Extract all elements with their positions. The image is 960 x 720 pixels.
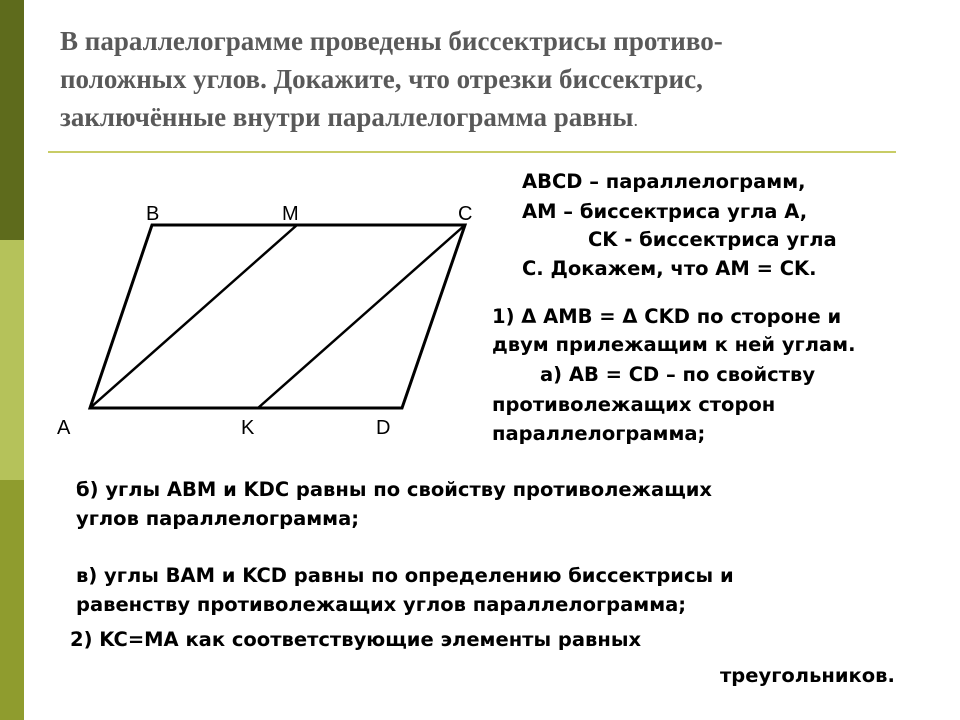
title-line-3: заключённые внутри параллелограмма равны: [60, 102, 634, 132]
step1-line-2: двум прилежащим к ней углам.: [492, 333, 856, 356]
step-v-line-1: в) углы BAM и KCD равны по определению биссектрисы и: [76, 564, 734, 587]
step2-line-1: 2) KC=MA как соответствующие элементы равных: [70, 628, 642, 651]
given-line-3: CK - биссектриса угла: [588, 228, 837, 251]
step-b-line-1: б) углы ABM и KDC равны по свойству противолежащих: [76, 478, 712, 501]
title-end-mark: .: [633, 110, 638, 130]
parallelogram-abcd: [90, 225, 465, 408]
given-line-1: ABCD – параллелограмм,: [522, 170, 806, 193]
given-line-2: AM – биссектриса угла A,: [522, 200, 808, 223]
step1-line-1: 1) Δ AMB = Δ CKD по стороне и: [492, 305, 842, 328]
parallelogram-figure: [40, 180, 480, 450]
title-line-2: положных углов. Докажите, что отрезки биссектрис,: [60, 64, 703, 94]
step2-line-2: треугольников.: [720, 664, 895, 687]
title-divider: [48, 151, 896, 153]
label-vertex-a: A: [57, 417, 71, 439]
side-bar-bottom: [0, 480, 24, 720]
label-vertex-b: B: [146, 203, 160, 225]
label-vertex-c: C: [458, 203, 473, 225]
slide-title: [60, 22, 920, 139]
step1-line-5: параллелограмма;: [492, 422, 706, 445]
label-point-m: M: [282, 203, 299, 225]
step-b-line-2: углов параллелограмма;: [76, 507, 360, 530]
step-v-line-2: равенству противолежащих углов параллелограмма;: [76, 593, 687, 616]
title-line-1: В параллелограмме проведены биссектрисы противо-: [60, 26, 723, 56]
side-bar-top: [0, 0, 24, 240]
label-vertex-d: D: [376, 417, 391, 439]
step1-line-3: а) AB = CD – по свойству: [540, 363, 816, 386]
step1-line-4: противолежащих сторон: [492, 393, 776, 416]
side-bar-middle: [0, 240, 24, 480]
given-line-4: C. Докажем, что AM = CK.: [522, 257, 817, 280]
label-point-k: K: [241, 417, 255, 439]
